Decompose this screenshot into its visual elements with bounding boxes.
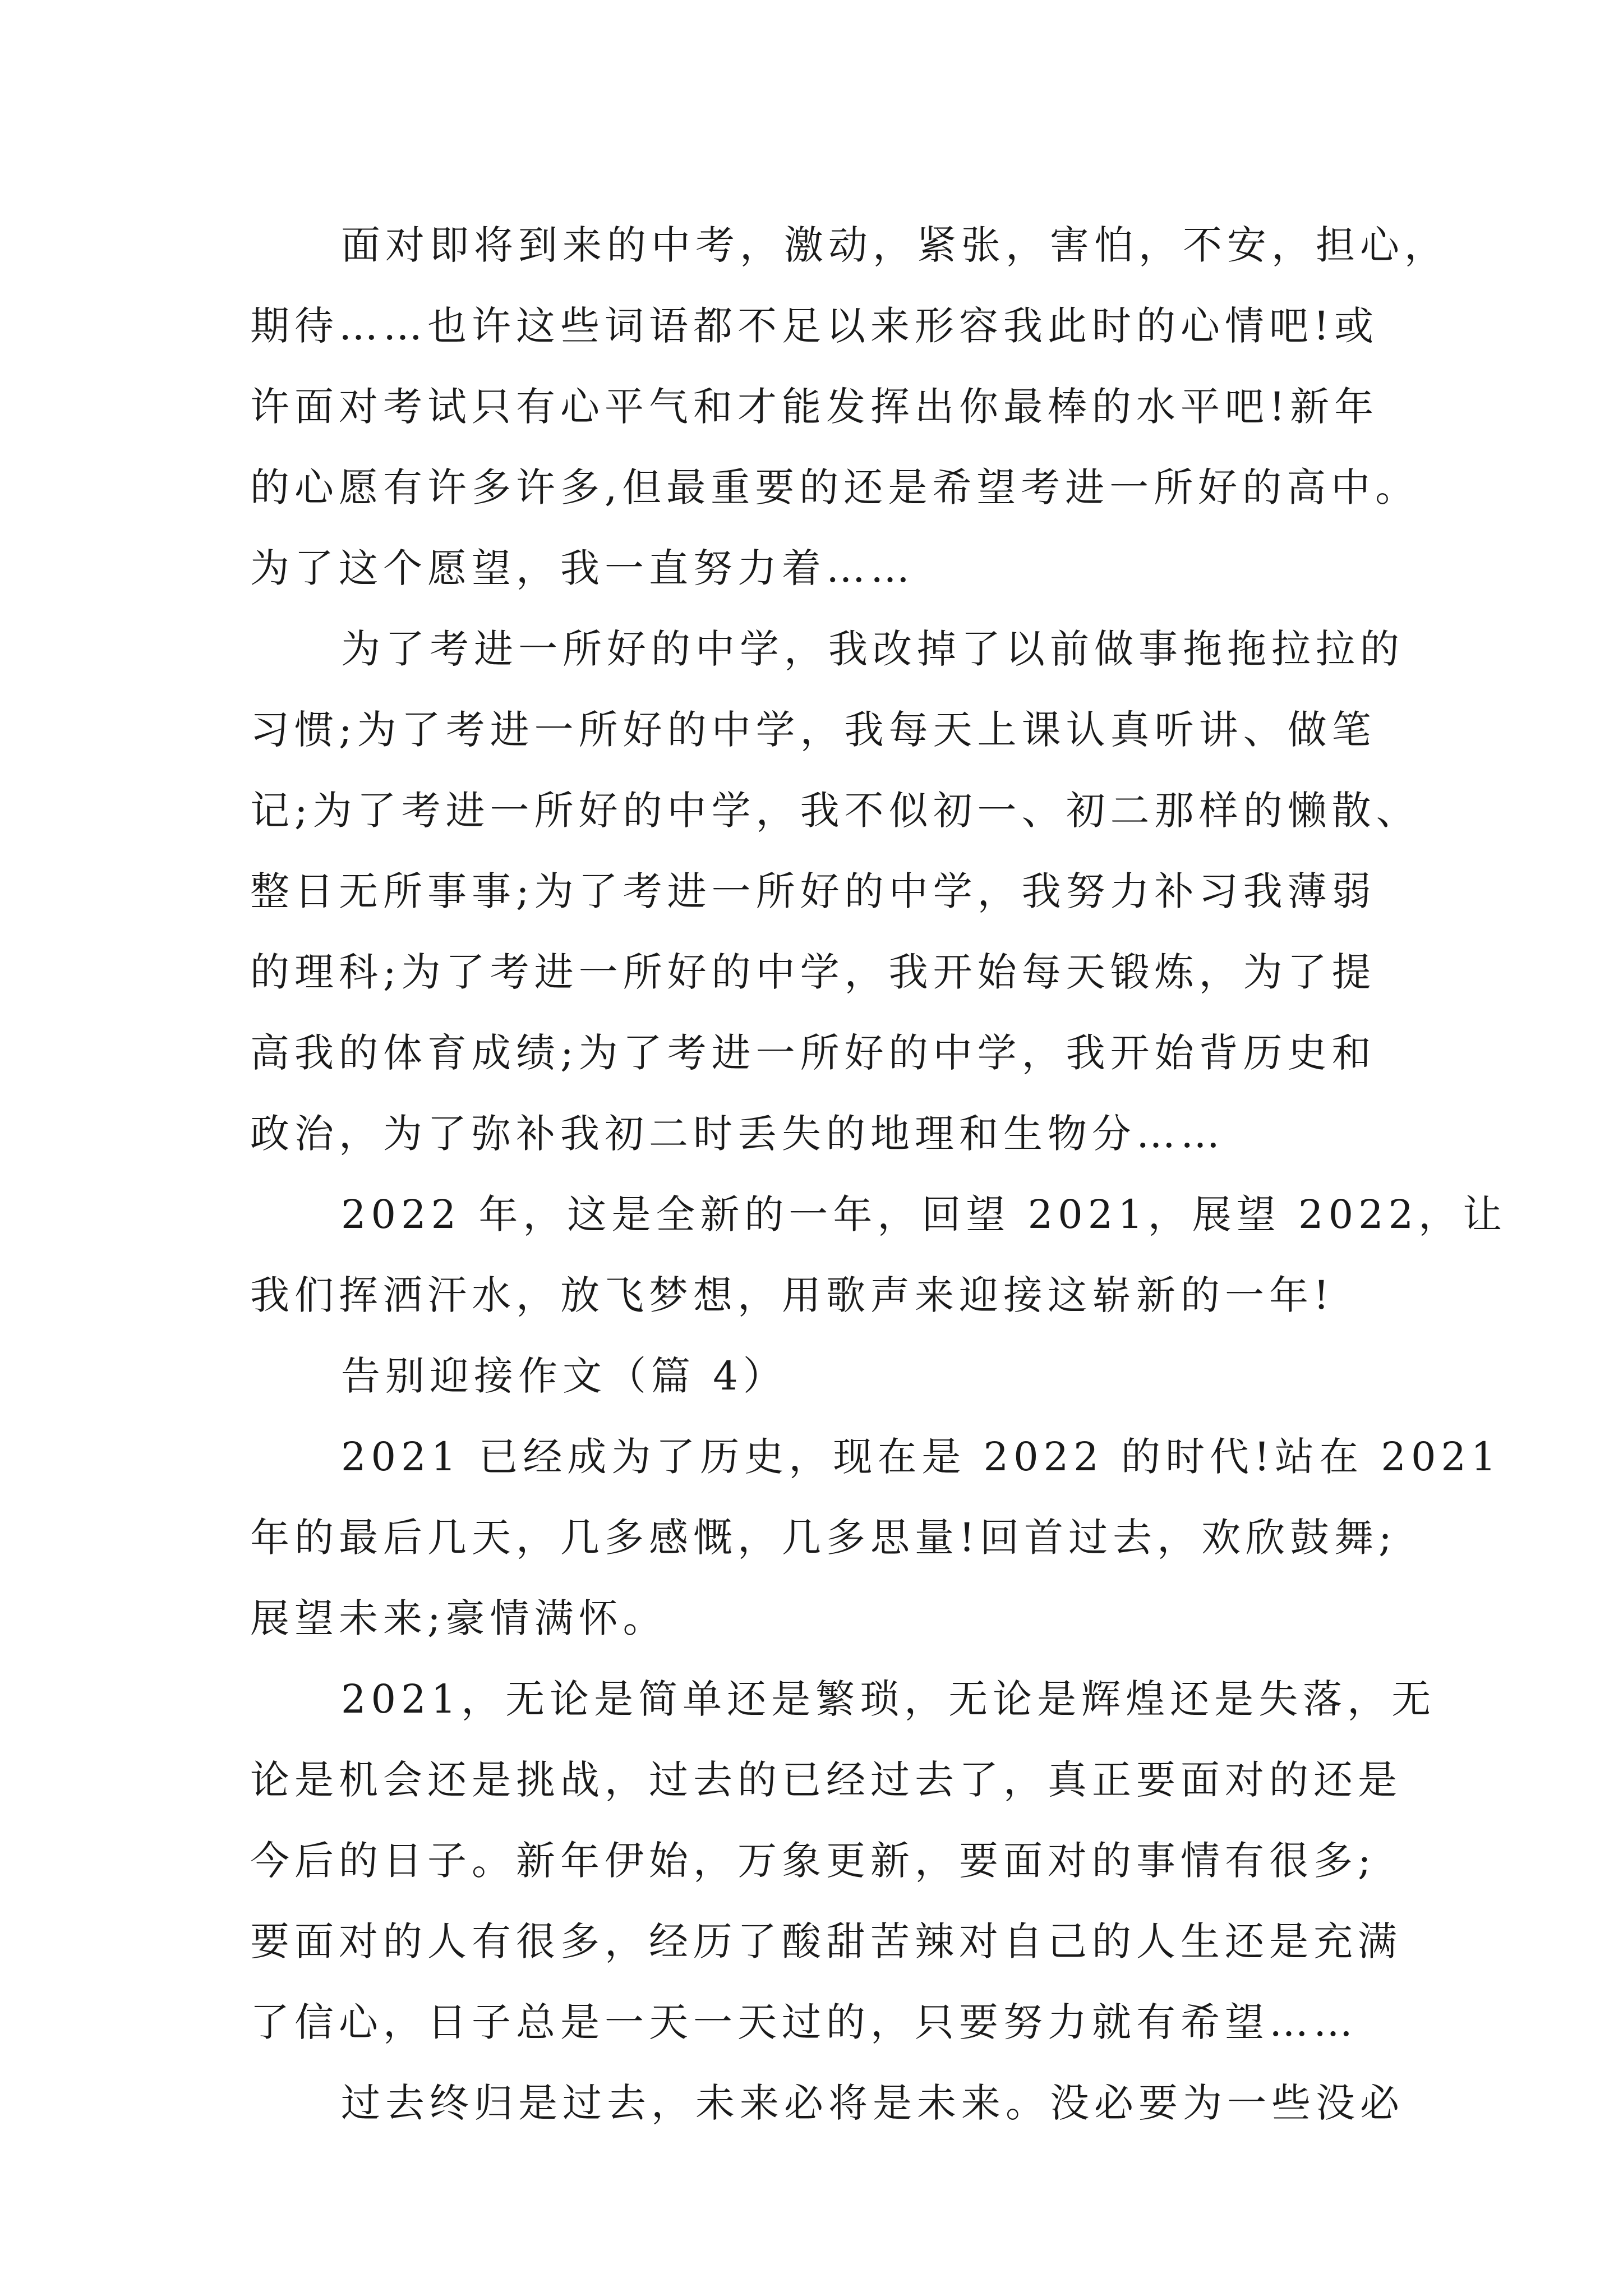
text-line: 展望未来;豪情满怀。 — [250, 1595, 667, 1641]
text-line: 政治，为了弥补我初二时丢失的地理和生物分…… — [250, 1111, 1225, 1157]
text-line: 我们挥洒汗水，放飞梦想，用歌声来迎接这崭新的一年! — [250, 1272, 1335, 1318]
text-line: 记;为了考进一所好的中学，我不似初一、初二那样的懒散、 — [250, 788, 1421, 834]
text-line: 论是机会还是挑战，过去的已经过去了，真正要面对的还是 — [250, 1757, 1402, 1803]
text-line: 年的最后几天，几多感慨，几多思量!回首过去，欢欣鼓舞; — [250, 1515, 1397, 1561]
text-line: 的心愿有许多许多,但最重要的还是希望考进一所好的高中。 — [250, 464, 1420, 510]
text-line: 为了考进一所好的中学，我改掉了以前做事拖拖拉拉的 — [341, 626, 1404, 672]
text-line: 2021，无论是简单还是繁琐，无论是辉煌还是失落，无 — [341, 1676, 1436, 1722]
text-line: 的理科;为了考进一所好的中学，我开始每天锻炼，为了提 — [250, 949, 1376, 995]
text-line: 2021 已经成为了历史，现在是 2022 的时代!站在 2021 — [341, 1434, 1501, 1480]
text-line: 2022 年，这是全新的一年，回望 2021，展望 2022，让 — [341, 1191, 1507, 1237]
text-line: 了信心，日子总是一天一天过的，只要努力就有希望…… — [250, 1999, 1358, 2045]
section-heading: 告别迎接作文（篇 4） — [341, 1353, 787, 1399]
text-line: 期待……也许这些词语都不足以来形容我此时的心情吧!或 — [250, 303, 1379, 349]
text-line: 整日无所事事;为了考进一所好的中学，我努力补习我薄弱 — [250, 868, 1376, 914]
text-line: 今后的日子。新年伊始，万象更新，要面对的事情有很多; — [250, 1838, 1376, 1884]
text-line: 过去终归是过去，未来必将是未来。没必要为一些没必 — [341, 2080, 1404, 2126]
text-line: 要面对的人有很多，经历了酸甜苦辣对自己的人生还是充满 — [250, 1918, 1402, 1964]
text-line: 许面对考试只有心平气和才能发挥出你最棒的水平吧!新年 — [250, 384, 1379, 430]
text-line: 高我的体育成绩;为了考进一所好的中学，我开始背历史和 — [250, 1030, 1376, 1076]
text-line: 为了这个愿望，我一直努力着…… — [250, 545, 915, 591]
text-line: 习惯;为了考进一所好的中学，我每天上课认真听讲、做笔 — [250, 707, 1376, 753]
text-line: 面对即将到来的中考，激动，紧张，害怕，不安，担心， — [341, 222, 1449, 268]
